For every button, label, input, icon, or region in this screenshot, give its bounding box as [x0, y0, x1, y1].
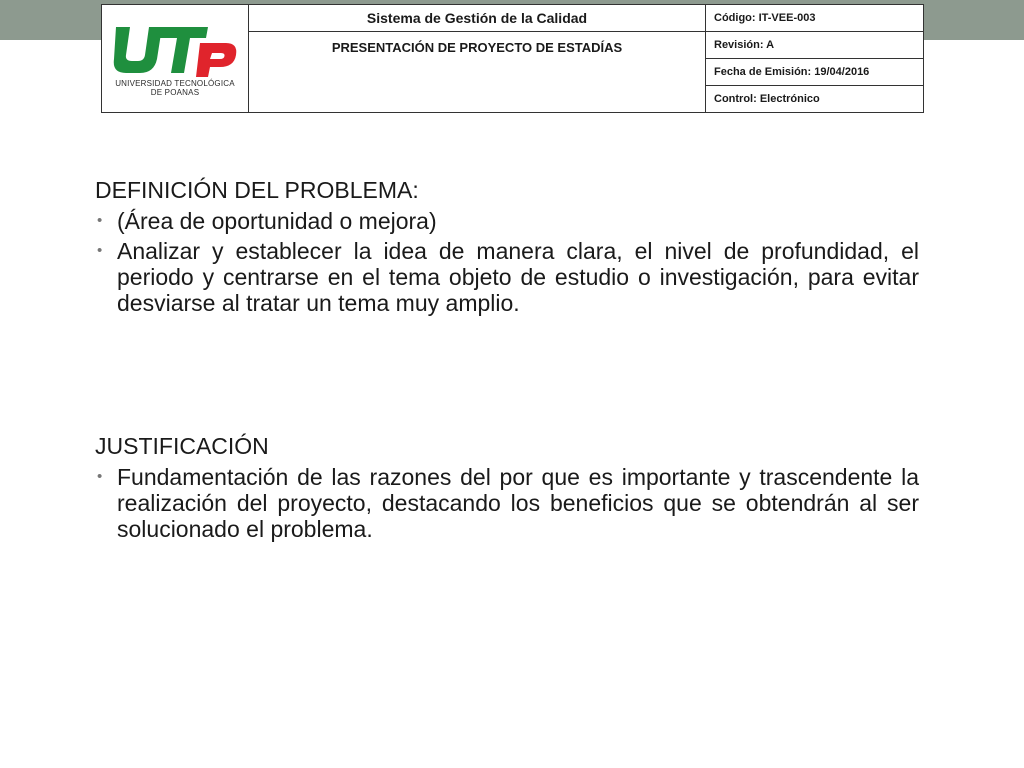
logo-caption: [115, 79, 235, 97]
bullet-item: • (Área de oportunidad o mejora): [95, 208, 919, 234]
section-justification: [95, 432, 919, 542]
document-control: Control: Electrónico: [706, 86, 924, 113]
bullet-item: • Analizar y establecer la idea de manera clara, el nivel de profundidad, el periodo y centrarse en el tema objeto de estudio o investigación, para evitar desviarse al tratar un tema muy amplio.: [95, 238, 919, 316]
logo-line-1: UNIVERSIDAD TECNOLÓGICA: [115, 78, 235, 88]
document-title: PRESENTACIÓN DE PROYECTO DE ESTADÍAS: [249, 32, 706, 113]
system-title: Sistema de Gestión de la Calidad: [249, 5, 706, 32]
slide-content: [95, 176, 919, 542]
document-code: Código: IT-VEE-003: [706, 5, 924, 32]
section-title: DEFINICIÓN DEL PROBLEMA:: [95, 177, 419, 203]
section-problem-definition: [95, 176, 919, 316]
bullet-list: [95, 208, 919, 316]
bullet-list: [95, 464, 919, 542]
logo-cell: [102, 5, 249, 113]
logo-line-2: DE POANAS: [150, 87, 200, 97]
document-header-table: [101, 4, 924, 113]
issue-date: Fecha de Emisión: 19/04/2016: [706, 59, 924, 86]
university-logo: [102, 21, 248, 97]
utp-logo-icon: [112, 21, 238, 77]
bullet-item: • Fundamentación de las razones del por que es importante y trascendente la realización del proyecto, destacando los beneficios que se obtendrán al ser solucionado el problema.: [95, 464, 919, 542]
document-revision: Revisión: A: [706, 32, 924, 59]
section-title: JUSTIFICACIÓN: [95, 433, 269, 459]
